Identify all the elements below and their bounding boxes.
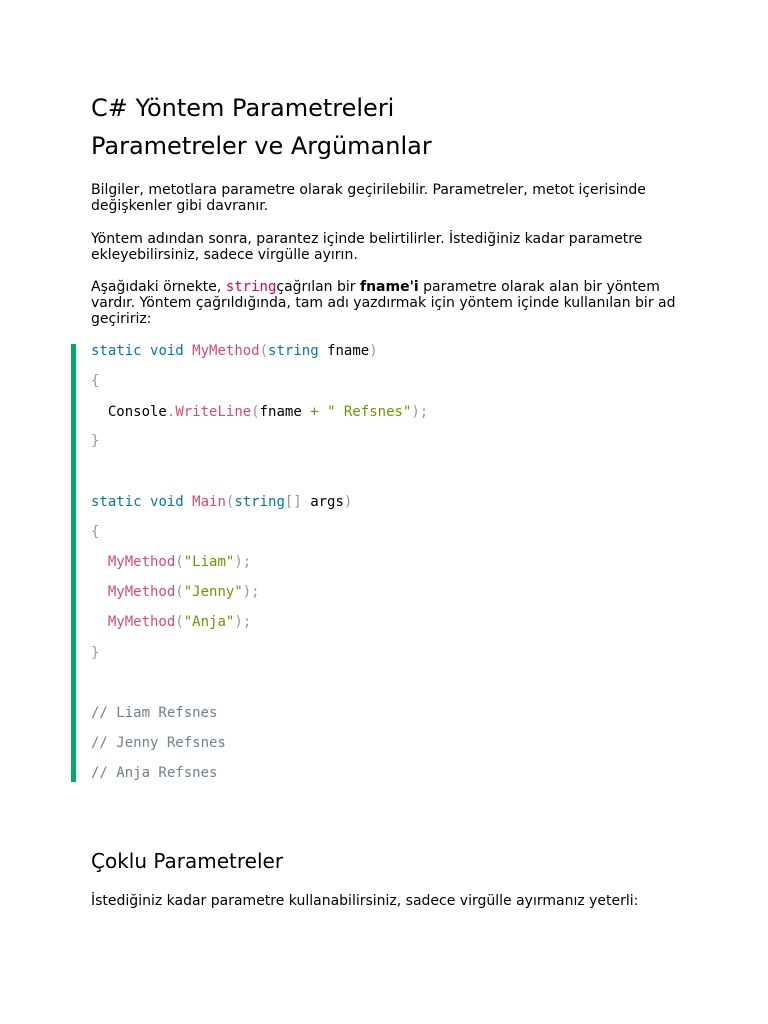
- code-keyword: void: [150, 343, 184, 359]
- code-punct: .: [166, 404, 176, 420]
- code-punct: (: [251, 404, 260, 420]
- code-string: "Jenny": [183, 584, 243, 600]
- code-string: " Refsnes": [327, 404, 412, 420]
- code-line-close-brace: }: [91, 433, 100, 449]
- code-line-call: [91, 612, 251, 632]
- code-identifier: Console: [107, 404, 167, 420]
- code-type: string: [234, 494, 285, 510]
- code-punct: ): [343, 494, 353, 510]
- code-keyword: void: [150, 494, 184, 510]
- code-line-close-brace: }: [91, 645, 100, 661]
- code-line-call: [91, 582, 260, 602]
- code-line-main-signature: [91, 492, 352, 512]
- example-paragraph: [91, 279, 681, 327]
- section-paragraph: İstediğiniz kadar parametre kullanabilirsiniz, sadece virgülle ayırmanız yeterli:: [91, 893, 639, 909]
- section-heading: Çoklu Parametreler: [91, 849, 284, 873]
- page-title: C# Yöntem Parametreleri: [91, 94, 395, 122]
- code-line-open-brace: {: [91, 373, 100, 389]
- intro-paragraph: Bilgiler, metotlara parametre olarak geçirilebilir. Parametreler, metot içerisinde değişkenler gibi davranır.: [91, 182, 646, 214]
- code-function: MyMethod: [192, 343, 260, 359]
- code-punct: (: [175, 554, 184, 570]
- code-punct: );: [411, 404, 429, 420]
- example-text-before: Aşağıdaki örnekte,: [91, 279, 226, 295]
- code-punct: ): [369, 343, 378, 359]
- code-function: Main: [192, 494, 226, 510]
- code-line-method-signature: [91, 341, 378, 361]
- code-identifier: fname: [259, 404, 302, 420]
- code-punct: (: [225, 494, 235, 510]
- code-function: MyMethod: [107, 554, 176, 570]
- inline-code-string: string: [225, 279, 277, 295]
- syntax-paragraph: Yöntem adından sonra, parantez içinde belirtilirler. İstediğiniz kadar parametre ekleyebilirsiniz, sadece virgülle ayırın.: [91, 231, 643, 263]
- example-text-after: parametre olarak alan bir yöntem vardır. Yöntem çağrıldığında, tam adı yazdırmak için yöntem içinde kullanılan bir ad geçiririz:: [91, 279, 676, 327]
- bold-fname: fname'i: [359, 279, 419, 295]
- code-punct: );: [234, 614, 252, 630]
- code-keyword: static: [91, 343, 142, 359]
- code-comment: // Anja Refsnes: [91, 765, 218, 781]
- code-line-writeline: [91, 402, 428, 422]
- code-function: MyMethod: [107, 614, 176, 630]
- code-function: WriteLine: [175, 404, 252, 420]
- code-punct: (: [259, 343, 269, 359]
- code-identifier: args: [310, 494, 344, 510]
- code-string: "Liam": [183, 554, 235, 570]
- code-punct: (: [175, 584, 184, 600]
- code-comment: // Jenny Refsnes: [91, 735, 226, 751]
- code-string: "Anja": [183, 614, 235, 630]
- code-type: string: [268, 343, 319, 359]
- code-line-open-brace: {: [91, 524, 100, 540]
- code-punct: );: [234, 554, 252, 570]
- code-punct: []: [284, 494, 302, 510]
- example-text-middle: çağrılan bir: [276, 279, 360, 295]
- code-identifier: fname: [327, 343, 370, 359]
- code-comment: // Liam Refsnes: [91, 705, 218, 721]
- page-subtitle: Parametreler ve Argümanlar: [91, 132, 432, 160]
- code-function: MyMethod: [107, 584, 176, 600]
- code-punct: );: [242, 584, 260, 600]
- code-operator: +: [310, 404, 319, 420]
- code-line-call: [91, 552, 251, 572]
- code-block-accent-bar: [71, 344, 76, 782]
- code-punct: (: [175, 614, 184, 630]
- code-keyword: static: [91, 494, 142, 510]
